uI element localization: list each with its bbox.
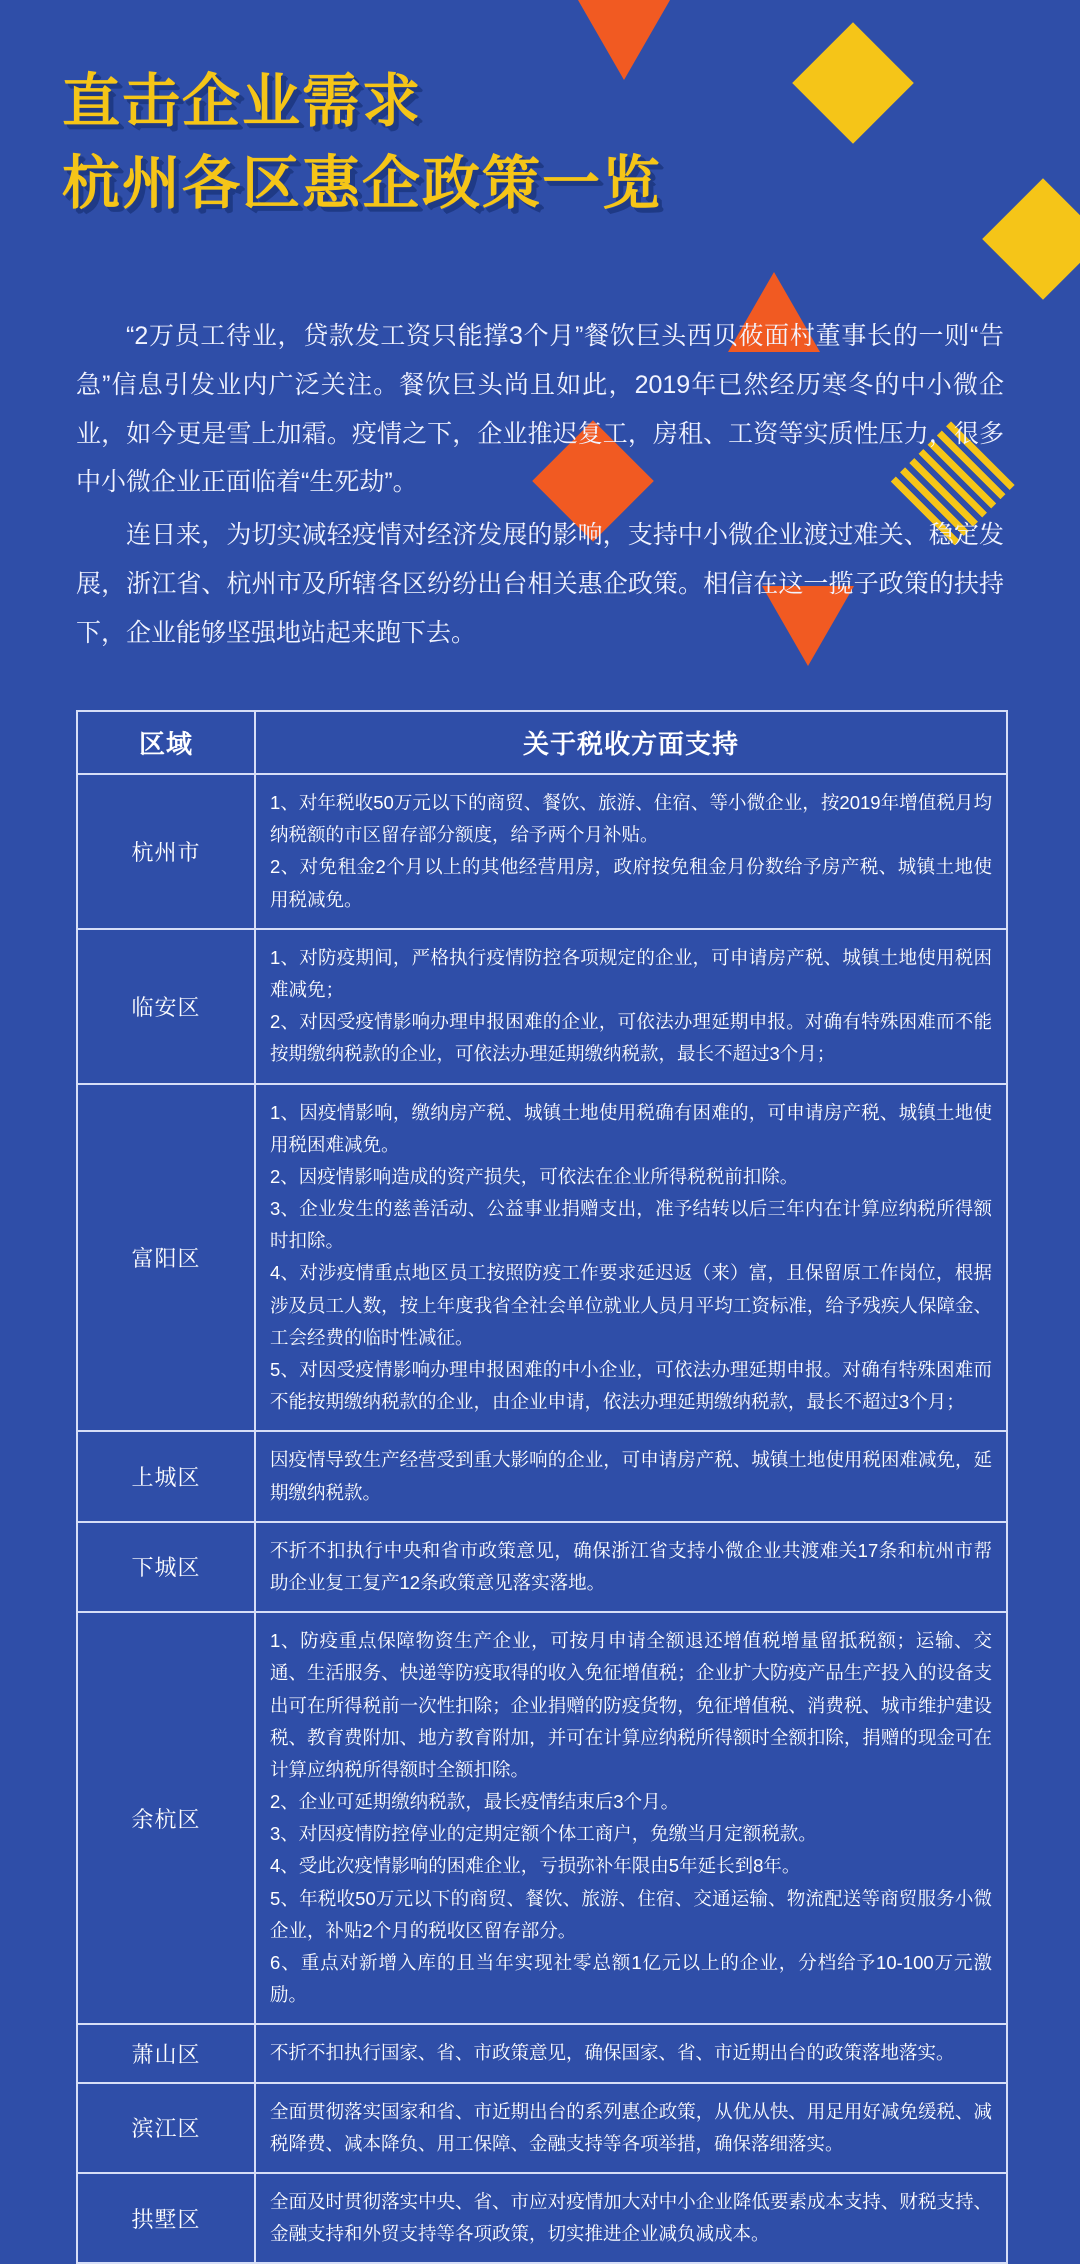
policy-detail-cell — [255, 929, 1007, 1084]
yellow-diamond-right — [982, 178, 1080, 300]
region-cell: 临安区 — [77, 929, 255, 1084]
region-cell: 拱墅区 — [77, 2173, 255, 2263]
table-row — [77, 774, 1007, 929]
policy-detail-cell — [255, 1084, 1007, 1432]
policy-line: 2、对因受疫情影响办理申报困难的企业，可依法办理延期申报。对确有特殊困难而不能按期缴纳税款的企业，可依法办理延期缴纳税款，最长不超过3个月； — [270, 1011, 992, 1065]
policy-line: 1、防疫重点保障物资生产企业，可按月申请全额退还增值税增量留抵税额；运输、交通、生活服务、快递等防疫取得的收入免征增值税；企业扩大防疫产品生产投入的设备支出可在所得税前一次性扣除；企业捐赠的防疫货物，免征增值税、消费税、城市维护建设税、教育费附加、地方教育附加，并可在计算应纳税所得额时全额扣除，捐赠的现金可在计算应纳税所得额时全额扣除。 — [270, 1630, 992, 1780]
policy-detail-cell — [255, 2083, 1007, 2173]
table-row — [77, 929, 1007, 1084]
policy-line: 4、受此次疫情影响的困难企业，亏损弥补年限由5年延长到8年。 — [270, 1855, 801, 1877]
policy-table-container — [76, 710, 1008, 2264]
policy-line: 4、对涉疫情重点地区员工按照防疫工作要求延迟返（来）富，且保留原工作岗位，根据涉及员工人数，按上年度我省全社会单位就业人员月平均工资标准，给予残疾人保障金、工会经费的临时性减征。 — [270, 1262, 992, 1348]
table-row — [77, 1084, 1007, 1432]
region-cell: 余杭区 — [77, 1612, 255, 2024]
policy-table — [76, 710, 1008, 2264]
policy-detail-cell — [255, 2024, 1007, 2082]
region-cell: 上城区 — [77, 1431, 255, 1521]
yellow-diamond-top-right — [792, 22, 914, 144]
region-cell: 萧山区 — [77, 2024, 255, 2082]
policy-detail-cell — [255, 2173, 1007, 2263]
policy-line: 6、重点对新增入库的且当年实现社零总额1亿元以上的企业，分档给予10-100万元激励。 — [270, 1952, 992, 2006]
policy-line: 全面贯彻落实国家和省、市近期出台的系列惠企政策，从优从快、用足用好减免缓税、减税降费、减本降负、用工保障、金融支持等各项举措，确保落细落实。 — [270, 2100, 992, 2154]
page-title — [62, 60, 662, 225]
policy-detail-cell — [255, 1431, 1007, 1521]
column-header-detail: 关于税收方面支持 — [255, 711, 1007, 774]
policy-line: 2、因疫情影响造成的资产损失，可依法在企业所得税税前扣除。 — [270, 1165, 799, 1187]
policy-line: 3、对因疫情防控停业的定期定额个体工商户，免缴当月定额税款。 — [270, 1823, 817, 1845]
intro-paragraph-1: “2万员工待业，贷款发工资只能撑3个月”餐饮巨头西贝莜面村董事长的一则“告急”信息引发业内广泛关注。餐饮巨头尚且如此，2019年已然经历寒冬的中小微企业，如今更是雪上加霜。疫情之下，企业推迟复工，房租、工资等实质性压力，很多中小微企业正面临着“生死劫”。 — [76, 322, 1004, 497]
table-row — [77, 1612, 1007, 2024]
policy-line: 2、对免租金2个月以上的其他经营用房，政府按免租金月份数给予房产税、城镇土地使用税减免。 — [270, 856, 992, 910]
table-row — [77, 2083, 1007, 2173]
region-cell: 下城区 — [77, 1522, 255, 1612]
policy-line: 1、因疫情影响，缴纳房产税、城镇土地使用税确有困难的，可申请房产税、城镇土地使用税困难减免。 — [270, 1101, 992, 1155]
column-header-region: 区域 — [77, 711, 255, 774]
policy-line: 3、企业发生的慈善活动、公益事业捐赠支出，准予结转以后三年内在计算应纳税所得额时扣除。 — [270, 1198, 992, 1252]
region-cell: 杭州市 — [77, 774, 255, 929]
policy-line: 5、对因受疫情影响办理申报困难的中小企业，可依法办理延期申报。对确有特殊困难而不能按期缴纳税款的企业，由企业申请，依法办理延期缴纳税款，最长不超过3个月； — [270, 1359, 992, 1413]
table-body — [77, 774, 1007, 2263]
policy-line: 不折不扣执行国家、省、市政策意见，确保国家、省、市近期出台的政策落地落实。 — [270, 2042, 955, 2064]
policy-detail-cell — [255, 774, 1007, 929]
intro-section — [76, 312, 1004, 661]
policy-line: 因疫情导致生产经营受到重大影响的企业，可申请房产税、城镇土地使用税困难减免，延期缴纳税款。 — [270, 1449, 992, 1503]
policy-line: 2、企业可延期缴纳税款，最长疫情结束后3个月。 — [270, 1791, 680, 1813]
policy-detail-cell — [255, 1522, 1007, 1612]
policy-line: 1、对年税收50万元以下的商贸、餐饮、旅游、住宿、等小微企业，按2019年增值税月均纳税额的市区留存部分额度，给予两个月补贴。 — [270, 792, 992, 846]
policy-line: 不折不扣执行中央和省市政策意见，确保浙江省支持小微企业共渡难关17条和杭州市帮助企业复工复产12条政策意见落实落地。 — [270, 1539, 992, 1593]
headline-line-2: 杭州各区惠企政策一览 — [62, 149, 663, 218]
table-header-row — [77, 711, 1007, 774]
headline-line-1: 直击企业需求 — [62, 67, 423, 135]
policy-line: 5、年税收50万元以下的商贸、餐饮、旅游、住宿、交通运输、物流配送等商贸服务小微企业，补贴2个月的税收区留存部分。 — [270, 1887, 992, 1941]
table-row — [77, 2173, 1007, 2263]
policy-line: 1、对防疫期间，严格执行疫情防控各项规定的企业，可申请房产税、城镇土地使用税困难减免； — [270, 946, 992, 1000]
table-row — [77, 1431, 1007, 1521]
table-row — [77, 1522, 1007, 1612]
policy-detail-cell — [255, 1612, 1007, 2024]
policy-line: 全面及时贯彻落实中央、省、市应对疫情加大对中小企业降低要素成本支持、财税支持、金融支持和外贸支持等各项政策，切实推进企业减负减成本。 — [270, 2190, 992, 2245]
region-cell: 富阳区 — [77, 1084, 255, 1432]
table-row — [77, 2024, 1007, 2082]
intro-paragraph-2: 连日来，为切实减轻疫情对经济发展的影响，支持中小微企业渡过难关、稳定发展，浙江省、杭州市及所辖各区纷纷出台相关惠企政策。相信在这一揽子政策的扶持下，企业能够坚强地站起来跑下去。 — [76, 521, 1004, 647]
region-cell: 滨江区 — [77, 2083, 255, 2173]
